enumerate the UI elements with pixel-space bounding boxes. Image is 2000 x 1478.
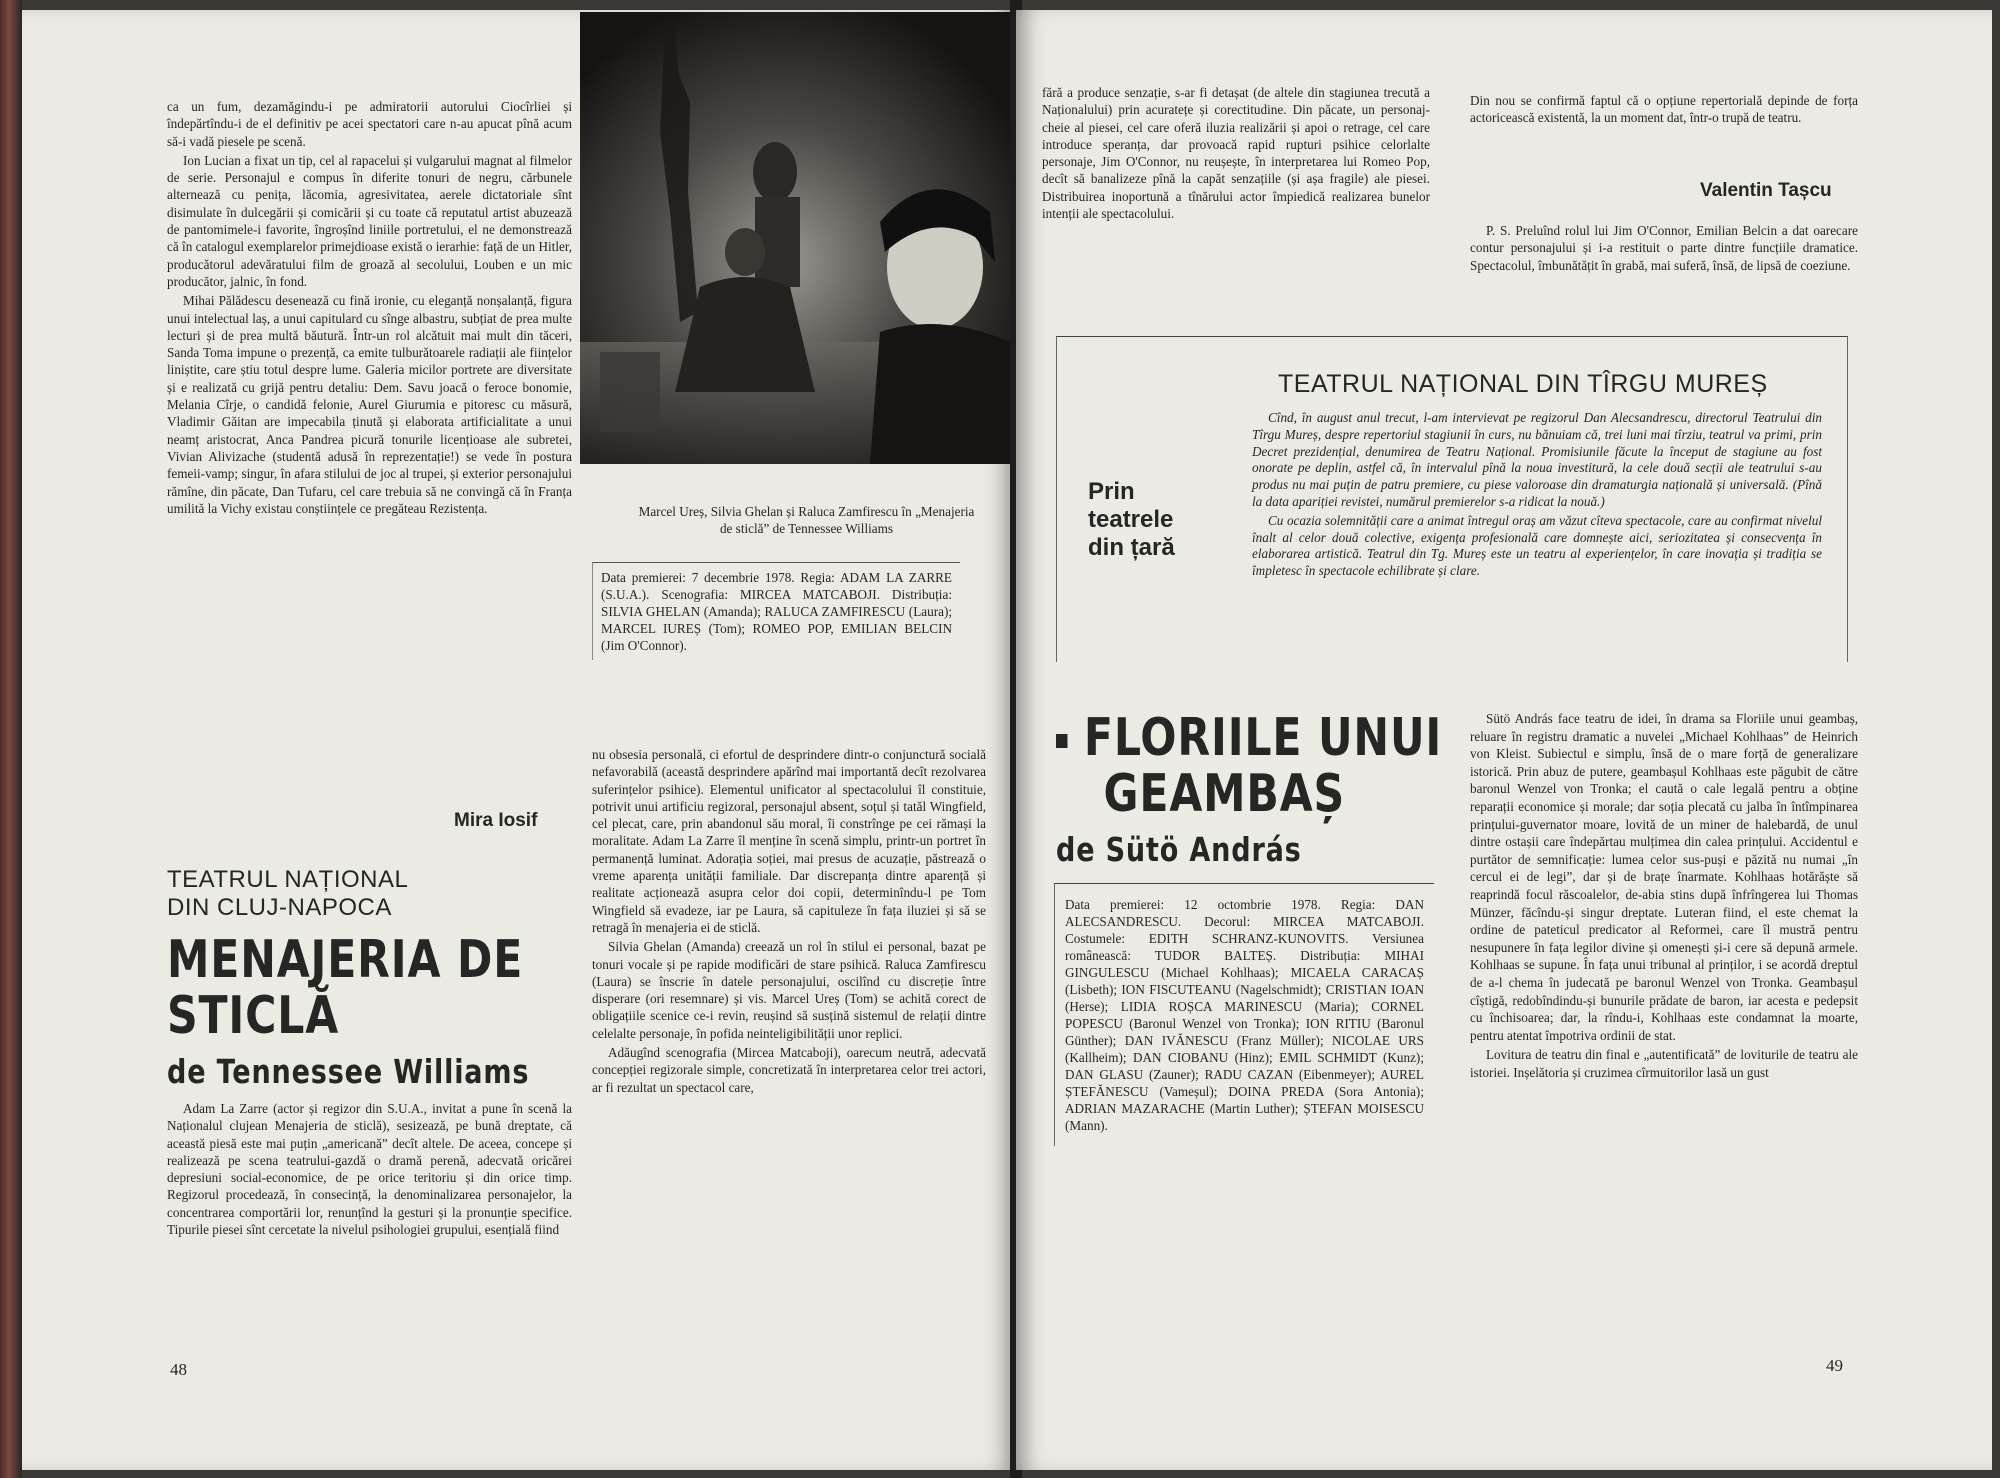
left-page <box>22 10 1014 1470</box>
signature: Mira Iosif <box>454 810 538 831</box>
play-title-line1: FLORIILE UNUI <box>1056 710 1442 766</box>
theatre-name-line1: TEATRUL NAȚIONAL <box>167 866 409 893</box>
right-col1-text <box>1042 84 1430 224</box>
production-photo <box>580 12 1014 464</box>
play-author: de Sütö András <box>1056 830 1302 869</box>
paragraph: ca un fum, dezamăgindu-i pe admiratorii autorului Ciocîrliei și îndepărtîndu-i de el definitiv pe acei spectatori care n-au apucat pînă acum să-i vadă piesele pe scenă. <box>167 99 572 149</box>
left-col2-text <box>592 746 986 1098</box>
section-label: Prin teatrele din țară <box>1088 478 1175 561</box>
play-author: de Tennessee Williams <box>167 1052 530 1091</box>
paragraph: Lovitura de teatru din final e „autentificată” de loviturile de teatru ale istoriei. Inșelătoria și cruzimea cîrmuitorilor lasă un gust <box>1470 1047 1858 1080</box>
paragraph: Ion Lucian a fixat un tip, cel al rapacelui și vulgarului magnat al filmelor de serie. Personajul e compus în diferite tonuri de negru, cărbunele alternează cu penița, lăcomia, agresivitatea, aerele dictatoriale sînt disimulate în dulcegării și comicării și cu toate că reputatul artist abuzează de pantomimele-i favorite, îngroșînd liniile portretului, el ne demonstrează că în catalogul exemplarelor primejdioase există o ierarhie: față de un Hitler, producătorul adevăratului film de groază al secolului, Louben e un mic producător, jalnic, în fond. <box>167 152 572 289</box>
right-page <box>1016 10 1992 1470</box>
paragraph: Sütö András face teatru de idei, în drama sa Floriile unui geambaș, reluare în registru dramatic a nuvelei „Michael Kohlhaas” de Heinrich von Kleist. Subiectul e simplu, însă de o mare forță de generalizare istorică. Prin abuz de putere, geambașul Kohlhaas este păgubit de către baronul Wenzel von Tronka; el caută o cale legală pentru a obține reparații economice și morale; dar soția plecată cu jalba în întîmpinarea prințului-guvernator moare, lovită de un miner de halebardă, de unul dintre ostașii care îndepărtau mulțimea din calea prințului. Accidentul e purtător de semnificație: lumea celor sus-puși e păzită nu numai „în cercul ei de legi”, dar și de brațe înarmate. Kohlhaas hotărăște să reaprindă focul răscoalelor, de-abia stins după înfrîngerea lui Thomas Münzer, făcîndu-și singur dreptate. Luteran fiind, el este chemat la ordine de pateticul predicator al Reformei, care îl mustră pentru nesupunere în fața legilor divine și omenești și-i cere să depună armele. Kohlhaas se supune. În fața unui tribunal al prinților, i se acordă dreptul de a-l chema în judecată pe baronul Wenzel von Tronka. Geambașul cîștigă, redobîndindu-și bunurile prădate de baron, iar acesta e pedepsit cu închisoarea; dar, la rîndu-i, Kohlhaas este condamnat la moarte, pentru atentat împotriva ordinii de stat. <box>1470 711 1858 1043</box>
play-title <box>1056 710 1442 822</box>
book-edge <box>0 0 22 1478</box>
play-title-line2: STICLĂ <box>167 986 340 1046</box>
intro-text <box>1252 410 1822 582</box>
paragraph: Din nou se confirmă faptul că o opțiune repertorială depinde de forța actoricească existentă, la un moment dat, într-o trupă de teatru. <box>1470 93 1858 126</box>
theatre-name <box>167 866 408 922</box>
paragraph: nu obsesia personală, ci efortul de desprindere dintr-o conjunctură socială nefavorabilă (această desprindere apărînd mai importantă decît rezolvarea suferințelor psihice). Elementul unificator al spectacolului îl constituie, potrivit unui artificiu regizoral, personajul absent, soțul și tatăl Wingfield, cel plecat, care, prin abandonul său moral, îi constrînge pe cei rămași la moralitate. Adam La Zarre îl menține în scenă simplu, printr-un portret în permanență luminat. Adorația soției, mai presus de acuzație, păstrează o vreme aparența unității familiale. Dar discrepanța dintre aparență și realitate acționează asupra celor doi copii, determinîndu-l pe Tom Wingfield să evadeze, iar pe Laura, să capituleze în fața iluziei și să se retragă în menajeria ei de sticlă. <box>592 747 986 935</box>
paragraph: Adăugînd scenografia (Mircea Matcaboji), oarecum neutră, adecvată concepției regizorale simple, concretizată în interpretarea celor trei actori, ar fi rezultat un spectacol care, <box>592 1045 986 1095</box>
paragraph: Cu ocazia solemnității care a animat întregul oraș am văzut cîteva spectacole, care au confirmat nivelul înalt al celor două colective, exigența profesională care domnește aici, seriozitatea și consecvența în elaborarea artistică. Teatrul din Tg. Mureș este un teatru al experiențelor, în care inovația și tradiția se împletesc în spectacole echilibrate și clare. <box>1252 512 1822 579</box>
bullet-square-icon <box>1056 734 1067 748</box>
paragraph: Adam La Zarre (actor și regizor din S.U.A., invitat a pune în scenă la Naționalul clujean Menajeria de sticlă), sesizează, pe bună dreptate, că această piesă este mai puțin „americană” decît altele. De aceea, concepe și realizează pe scena teatrului-gazdă o dramă perenă, adecvată oricărei depresiuni social-economice, de pe orice teritoriu și din orice timp. Regizorul procedează, în consecință, la denominalizarea personajelor, la concentrarea comportării lor, renunțînd la gesturi și la pronunție specifice. Tipurile piesei sînt cercetate la nivelul psihologiei grupului, esențială fiind <box>167 1101 572 1238</box>
theatre-name: TEATRUL NAȚIONAL DIN TÎRGU MUREȘ <box>1278 370 1768 398</box>
right-col3-text <box>1470 710 1858 1083</box>
photo-caption: Marcel Ureș, Silvia Ghelan și Raluca Zamfirescu în „Menajeria de sticlă” de Tennessee Williams <box>638 504 975 536</box>
credits-box: Data premierei: 7 decembrie 1978. Regia: ADAM LA ZARRE (S.U.A.). Scenografia: MIRCEA MATCABOJI. Distribuția: SILVIA GHELAN (Amanda); RALUCA ZAMFIRESCU (Laura); MARCEL IUREȘ (Tom); ROMEO POP, EMILIAN BELCIN (Jim O'Connor). <box>592 562 960 660</box>
stage-photo-image <box>580 12 1014 464</box>
paragraph: Silvia Ghelan (Amanda) creează un rol în stilul ei personal, bazat pe tonuri vocale și pe rapide modificări de stare psihică. Raluca Zamfirescu (Laura) se înscrie în datele personajului, oscilînd cu discreție între disperare (ori resemnare) și vis. Marcel Ureș (Tom) se achită corect de obligațiile scenice ce-i revin, reușind să susțină sistemul de relații dintre celelalte personaje, în pofida neinteligibilității unor replici. <box>592 939 986 1041</box>
paragraph: fără a produce senzație, s-ar fi detașat (de altele din stagiunea trecută a Naționalului) prin acuratețe și corectitudine. Din păcate, un personaj-cheie al piesei, cel care oferă iluzia realizării și apoi o retrage, cel care introduce speranța, dar provoacă rapid rupturi psihice celorlalte personaje, Jim O'Connor, nu reușește, în interpretarea lui Romeo Pop, decît să banalizeze pînă la capăt senzațiile (și așa fragile) ale piesei. Distribuirea inoportună a tînărului actor împiedică realizarea bunelor intenții ale spectacolului. <box>1042 85 1430 222</box>
left-col1-text <box>167 98 572 519</box>
paragraph: P. S. Preluînd rolul lui Jim O'Connor, Emilian Belcin a dat oarecare contur personajului și i-a restituit o parte dintre funcțiile dramatice. Spectacolul, îmbunătățit în grabă, mai suferă, însă, de lipsă de coeziune. <box>1470 223 1858 273</box>
paragraph: Mihai Pălădescu desenează cu fină ironie, cu eleganță nonșalanță, figura unui intelectual laș, a unui capitulard cu sînge albastru, subțiat de prea multe lecturi și de prea multă băutură. Într-un rol alcătuit mai mult din tăceri, Sanda Toma impune o prezență, ca emite tulburătoarele radiații ale ființelor liniștite, care știu totul despre lume. Galeria micilor portrete are diversitate și e realizată cu grijă pentru detaliu: Dem. Savu joacă o feroce bonomie, Melania Cîrje, o candidă felonie, Aurel Giurumia e pitoresc cu măsură, Vladimir Găitan are impecabila ținută și elaborata artificialitate a unui neamț aristocrat, Anca Pandrea picură tonurile licențioase ale subretei, Vivian Alivizache (studentă adusă în reprezentație!) se vede în postura femeii-vamp; singur, în afara stilului de joc al trupei, și exterior personajului rămîne, din păcate, Dan Tufaru, cel care trebuia să ne convingă că în Franța umilită la Vichy existau conștiințele ce pregăteau Rezistența. <box>167 293 572 516</box>
credits-box: Data premierei: 12 octombrie 1978. Regia: DAN ALECSANDRESCU. Decorul: MIRCEA MATCABOJI. Costumele: EDITH SCHRANZ-KUNOVITS. Versiunea românească: TUDOR BALTEȘ. Distribuția: MIHAI GINGULESCU (Michael Kohlhaas); MICAELA CARACAȘ (Lisbeth); ION FISCUTEANU (Nagelschmidt); CRISTIAN IOAN (Herse); LIDIA ROȘCA MARINESCU (Maria); CORNEL POPESCU (Baronul Wenzel von Tronka); ION RITIU (Baronul Günther); DAN IVĂNESCU (Franz Müller); NICOLAE URS (Kallheim); DAN CIOBANU (Hinz); EMIL SCHMIDT (Kunz); DAN GLASU (Zauner); RADU CAZAN (Eibenmeyer); AUREL ȘTEFĂNESCU (Vameșul); DOINA PREDA (Sora Antonia); ADRIAN MAZARACHE (Martin Luther); ȘTEFAN MOISESCU (Mann). <box>1054 883 1434 1146</box>
left-col1b-text <box>167 1100 572 1240</box>
play-title-line1: MENAJERIA DE <box>167 930 524 990</box>
paragraph: Cînd, în august anul trecut, l-am intervievat pe regizorul Dan Alecsandrescu, directorul Teatrului din Tîrgu Mureș, despre repertoriul stagiunii în curs, nu bănuiam că, trei luni mai tîrziu, teatrul va primi, prin Decret prezidențial, denumirea de Teatru Național. Promisiunile făcute la început de stagiune au fost onorate pe deplin, astfel că, în intervalul pînă la noua investitură, la cele două secții ale teatrului s-au produs nu mai puțin de patru premiere, cu piese valoroase din dramaturgia națională și universală. (Pînă la data apariției revistei, numărul premierelor s-a ridicat la nouă.) <box>1252 410 1822 509</box>
right-postscript <box>1470 222 1858 276</box>
page-number: 49 <box>1826 1356 1843 1375</box>
theatre-name-line2: DIN CLUJ-NAPOCA <box>167 894 392 921</box>
play-title-line2: GEAMBAȘ <box>1103 764 1346 824</box>
page-number: 48 <box>170 1360 187 1379</box>
right-col2-text <box>1470 92 1858 129</box>
signature: Valentin Tașcu <box>1700 180 1832 201</box>
play-title <box>167 932 523 1044</box>
